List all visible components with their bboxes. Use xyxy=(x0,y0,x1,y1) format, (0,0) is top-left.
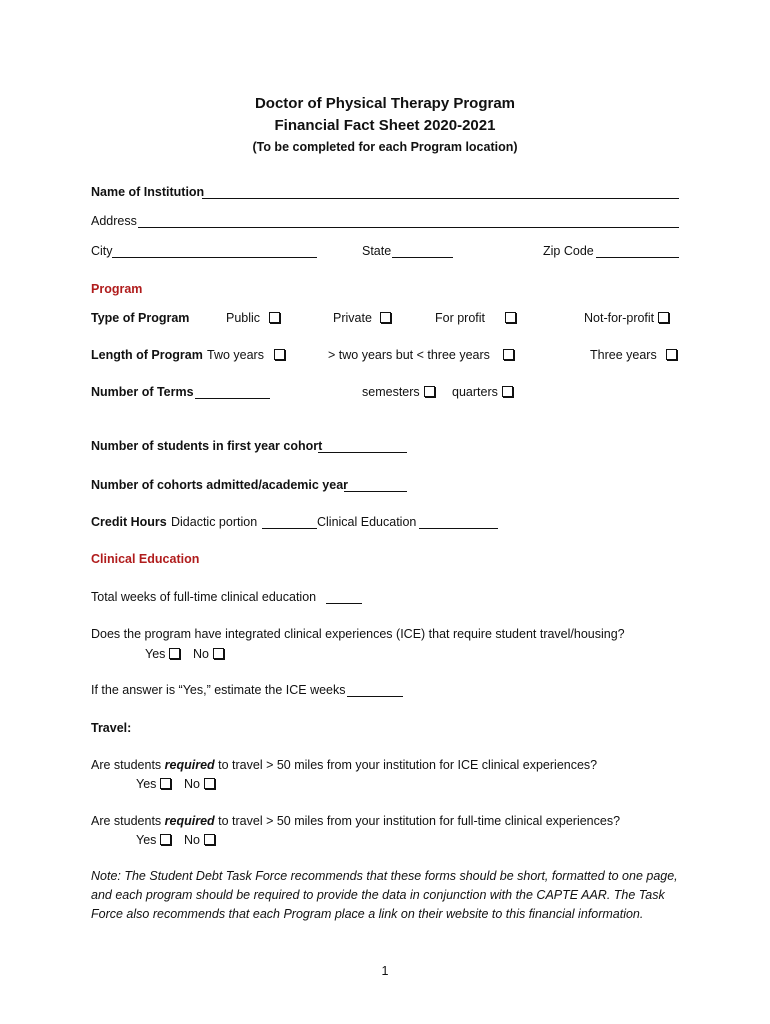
ice-no-option[interactable] xyxy=(193,646,224,662)
address-label: Address xyxy=(91,214,137,228)
institution-name-field[interactable] xyxy=(202,198,679,199)
credit-hours-label: Credit Hours xyxy=(91,515,167,529)
didactic-portion-label: Didactic portion xyxy=(171,515,258,529)
public-label: Public xyxy=(226,311,261,325)
travel-ice-yes-option[interactable] xyxy=(136,776,171,792)
travel-fulltime-no-label: No xyxy=(184,833,200,847)
address-field[interactable] xyxy=(138,227,679,228)
total-weeks-field[interactable] xyxy=(326,603,362,604)
task-force-note: Note: The Student Debt Task Force recommends that these forms should be short, formatted to one page, and each program should be required to provide the data in conjunction with the CAPTE AAR. The Task Force also recommends that each Program place a link on their website to this financial information. xyxy=(91,869,678,921)
first-year-cohort-label: Number of students in first year cohort xyxy=(91,439,323,453)
two-to-three-years-label: > two years but < three years xyxy=(328,348,490,362)
private-label: Private xyxy=(333,311,372,325)
travel-fulltime-yes-checkbox[interactable] xyxy=(160,834,171,845)
ice-question: Does the program have integrated clinical experiences (ICE) that require student travel/housing? xyxy=(91,627,625,641)
two-years-label: Two years xyxy=(207,348,264,362)
zip-label: Zip Code xyxy=(543,244,594,258)
ice-no-label: No xyxy=(193,647,209,661)
state-label: State xyxy=(362,244,392,258)
travel-fulltime-no-checkbox[interactable] xyxy=(204,834,215,845)
travel-q2-prefix: Are students xyxy=(91,814,165,828)
ice-weeks-label: If the answer is “Yes,” estimate the ICE weeks xyxy=(91,683,346,697)
travel-ice-no-checkbox[interactable] xyxy=(204,778,215,789)
two-to-three-years-checkbox[interactable] xyxy=(503,349,514,360)
cohorts-admitted-label: Number of cohorts admitted/academic year xyxy=(91,478,349,492)
page-number: 1 xyxy=(381,964,389,978)
semesters-checkbox[interactable] xyxy=(424,386,435,397)
not-for-profit-option[interactable] xyxy=(584,310,669,326)
state-field[interactable] xyxy=(392,257,453,258)
quarters-checkbox[interactable] xyxy=(502,386,513,397)
semesters-option[interactable] xyxy=(362,384,435,400)
form-title-line1: Doctor of Physical Therapy Program xyxy=(254,95,516,112)
travel-section-heading: Travel: xyxy=(91,721,132,735)
form-subtitle: (To be completed for each Program location) xyxy=(252,140,518,154)
institution-name-label: Name of Institution xyxy=(91,185,205,199)
travel-q2-required: required xyxy=(164,814,215,828)
clinical-education-hours-label: Clinical Education xyxy=(317,515,417,529)
number-of-terms-label: Number of Terms xyxy=(91,385,194,399)
travel-q1-prefix: Are students xyxy=(91,758,165,772)
travel-q1-suffix: to travel > 50 miles from your institution for ICE clinical experiences? xyxy=(214,758,598,772)
public-option[interactable] xyxy=(226,310,280,326)
for-profit-label: For profit xyxy=(435,311,486,325)
two-years-checkbox[interactable] xyxy=(274,349,285,360)
travel-q2-suffix: to travel > 50 miles from your institution for full-time clinical experiences? xyxy=(214,814,621,828)
quarters-option[interactable] xyxy=(452,384,513,400)
first-year-cohort-field[interactable] xyxy=(318,452,407,453)
ice-weeks-field[interactable] xyxy=(347,696,403,697)
three-years-label: Three years xyxy=(590,348,657,362)
city-label: City xyxy=(91,244,113,258)
travel-ice-yes-checkbox[interactable] xyxy=(160,778,171,789)
didactic-portion-field[interactable] xyxy=(262,528,317,529)
travel-question-fulltime xyxy=(91,813,620,829)
travel-question-ice xyxy=(91,757,597,773)
for-profit-checkbox[interactable] xyxy=(505,312,516,323)
private-option[interactable] xyxy=(333,310,391,326)
travel-fulltime-no-option[interactable] xyxy=(184,832,215,848)
number-of-terms-field[interactable] xyxy=(195,398,270,399)
for-profit-option[interactable] xyxy=(435,310,516,326)
public-checkbox[interactable] xyxy=(269,312,280,323)
semesters-label: semesters xyxy=(362,385,420,399)
length-of-program-label: Length of Program xyxy=(91,348,203,362)
travel-fulltime-yes-label: Yes xyxy=(136,833,157,847)
zip-field[interactable] xyxy=(596,257,679,258)
travel-ice-no-label: No xyxy=(184,777,200,791)
travel-ice-yes-label: Yes xyxy=(136,777,157,791)
clinical-education-hours-field[interactable] xyxy=(419,528,498,529)
ice-yes-label: Yes xyxy=(145,647,166,661)
two-to-three-years-option[interactable] xyxy=(328,347,514,363)
not-for-profit-checkbox[interactable] xyxy=(658,312,669,323)
cohorts-admitted-field[interactable] xyxy=(344,491,407,492)
quarters-label: quarters xyxy=(452,385,498,399)
ice-no-checkbox[interactable] xyxy=(213,648,224,659)
travel-fulltime-yes-option[interactable] xyxy=(136,832,171,848)
three-years-checkbox[interactable] xyxy=(666,349,677,360)
program-section-heading: Program xyxy=(91,282,143,296)
clinical-education-section-heading: Clinical Education xyxy=(91,552,200,566)
ice-yes-checkbox[interactable] xyxy=(169,648,180,659)
travel-ice-no-option[interactable] xyxy=(184,776,215,792)
city-field[interactable] xyxy=(112,257,317,258)
not-for-profit-label: Not-for-profit xyxy=(584,311,655,325)
private-checkbox[interactable] xyxy=(380,312,391,323)
form-title-line2: Financial Fact Sheet 2020-2021 xyxy=(274,117,496,134)
type-of-program-label: Type of Program xyxy=(91,311,190,325)
three-years-option[interactable] xyxy=(590,347,677,363)
two-years-option[interactable] xyxy=(207,347,285,363)
travel-q1-required: required xyxy=(164,758,215,772)
ice-yes-option[interactable] xyxy=(145,646,180,662)
total-weeks-label: Total weeks of full-time clinical education xyxy=(91,590,317,604)
